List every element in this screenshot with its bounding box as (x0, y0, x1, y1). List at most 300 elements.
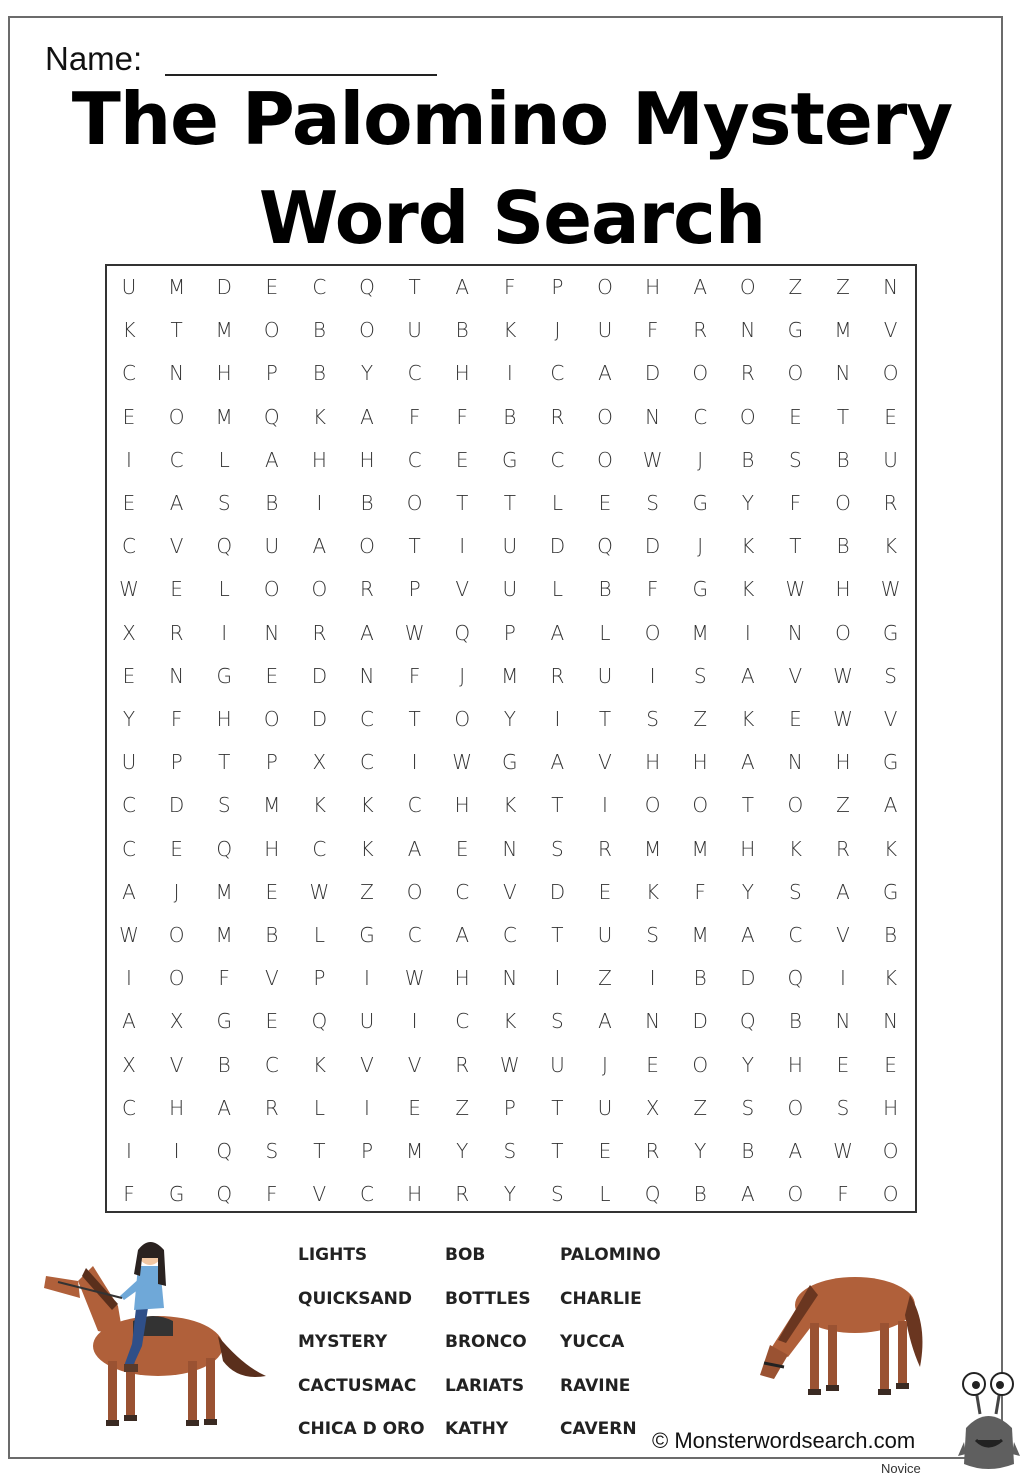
grid-letter[interactable]: C (788, 923, 803, 947)
grid-letter[interactable]: I (649, 663, 656, 688)
grid-letter[interactable]: R (312, 620, 327, 645)
grid-letter[interactable]: N (502, 836, 518, 861)
grid-letter[interactable]: E (265, 663, 279, 688)
grid-letter[interactable]: H (359, 447, 375, 472)
grid-letter[interactable]: C (122, 836, 136, 861)
grid-letter[interactable]: I (411, 750, 418, 775)
grid-letter[interactable]: O (835, 620, 851, 645)
grid-letter[interactable]: N (264, 620, 280, 645)
grid-letter[interactable]: E (598, 879, 612, 904)
grid-letter[interactable]: S (646, 707, 659, 731)
grid-letter[interactable]: D (549, 879, 566, 904)
grid-letter[interactable]: B (884, 923, 898, 947)
grid-letter[interactable]: C (312, 836, 327, 861)
grid-letter[interactable]: T (741, 793, 754, 818)
grid-letter[interactable]: B (788, 1009, 802, 1034)
grid-letter[interactable]: S (551, 1009, 564, 1034)
grid-letter[interactable]: R (550, 663, 565, 688)
grid-letter[interactable]: H (645, 275, 661, 299)
grid-letter[interactable]: O (263, 707, 280, 731)
grid-letter[interactable]: Q (597, 534, 613, 559)
grid-letter[interactable]: B (503, 404, 517, 429)
grid-letter[interactable]: T (503, 491, 516, 515)
grid-letter[interactable]: Y (741, 879, 754, 904)
grid-letter[interactable]: I (316, 491, 323, 515)
grid-letter[interactable]: A (264, 447, 279, 472)
grid-letter[interactable]: O (454, 707, 471, 731)
grid-letter[interactable]: J (697, 447, 704, 472)
grid-letter[interactable]: B (217, 1052, 231, 1077)
grid-letter[interactable]: O (882, 1139, 899, 1163)
grid-letter[interactable]: Q (263, 404, 280, 429)
grid-letter[interactable]: R (455, 1182, 470, 1207)
grid-letter[interactable]: W (833, 663, 853, 688)
grid-letter[interactable]: Z (360, 879, 374, 904)
grid-letter[interactable]: B (741, 447, 755, 472)
grid-letter[interactable]: A (122, 1009, 136, 1034)
grid-letter[interactable]: Y (741, 491, 754, 515)
grid-letter[interactable]: G (882, 620, 899, 645)
grid-letter[interactable]: O (882, 361, 899, 386)
grid-letter[interactable]: K (788, 836, 802, 861)
grid-letter[interactable]: H (454, 793, 470, 818)
grid-letter[interactable]: X (122, 1052, 136, 1077)
grid-letter[interactable]: W (119, 577, 139, 602)
grid-letter[interactable]: Q (644, 1182, 661, 1207)
grid-letter[interactable]: B (360, 491, 374, 515)
grid-letter[interactable]: I (411, 1009, 418, 1034)
grid-letter[interactable]: A (836, 879, 850, 904)
grid-letter[interactable]: Q (454, 620, 471, 645)
grid-letter[interactable]: J (459, 663, 466, 688)
grid-letter[interactable]: Z (836, 793, 850, 818)
grid-letter[interactable]: O (263, 318, 280, 343)
grid-letter[interactable]: N (787, 750, 803, 775)
grid-letter[interactable]: V (169, 1052, 184, 1077)
grid-letter[interactable]: G (359, 923, 375, 947)
grid-letter[interactable]: S (789, 447, 802, 472)
grid-letter[interactable]: H (311, 447, 327, 472)
grid-letter[interactable]: U (597, 318, 613, 343)
grid-letter[interactable]: I (221, 620, 228, 645)
grid-letter[interactable]: E (884, 1052, 897, 1077)
grid-letter[interactable]: K (503, 318, 517, 343)
grid-letter[interactable]: O (644, 620, 661, 645)
grid-letter[interactable]: E (884, 404, 897, 429)
grid-letter[interactable]: G (502, 447, 518, 472)
grid-letter[interactable]: H (645, 750, 661, 775)
grid-letter[interactable]: R (169, 620, 184, 645)
grid-letter[interactable]: K (360, 793, 374, 818)
grid-letter[interactable]: C (122, 534, 136, 559)
grid-letter[interactable]: W (880, 577, 901, 602)
grid-letter[interactable]: T (551, 793, 564, 818)
grid-letter[interactable]: K (741, 577, 755, 602)
grid-letter[interactable]: W (499, 1052, 520, 1077)
grid-letter[interactable]: R (264, 1095, 279, 1120)
grid-letter[interactable]: M (215, 879, 233, 904)
grid-letter[interactable]: O (787, 793, 804, 818)
grid-letter[interactable]: O (168, 923, 185, 947)
grid-letter[interactable]: C (407, 923, 422, 947)
name-field-line[interactable] (165, 74, 437, 76)
grid-letter[interactable]: R (360, 577, 374, 602)
grid-letter[interactable]: A (693, 275, 708, 299)
grid-letter[interactable]: O (787, 361, 804, 386)
grid-letter[interactable]: W (642, 447, 663, 472)
grid-letter[interactable]: H (454, 966, 470, 991)
grid-letter[interactable]: Z (693, 707, 708, 731)
grid-letter[interactable]: A (455, 275, 470, 299)
grid-letter[interactable]: U (264, 534, 280, 559)
grid-letter[interactable]: C (550, 447, 565, 472)
grid-letter[interactable]: N (502, 966, 518, 991)
grid-letter[interactable]: K (312, 1052, 326, 1077)
grid-letter[interactable]: X (169, 1009, 184, 1034)
grid-letter[interactable]: L (218, 577, 230, 602)
grid-letter[interactable]: U (121, 275, 137, 299)
grid-letter[interactable]: Y (503, 1182, 516, 1207)
grid-letter[interactable]: R (455, 1052, 470, 1077)
grid-letter[interactable]: K (741, 707, 755, 731)
grid-letter[interactable]: C (312, 275, 327, 299)
grid-letter[interactable]: M (643, 836, 662, 861)
grid-letter[interactable]: A (360, 404, 374, 429)
grid-letter[interactable]: E (455, 447, 469, 472)
grid-letter[interactable]: A (122, 879, 136, 904)
grid-letter[interactable]: P (360, 1139, 374, 1163)
grid-letter[interactable]: U (597, 923, 613, 947)
grid-letter[interactable]: R (550, 404, 565, 429)
grid-letter[interactable]: J (173, 879, 180, 904)
grid-letter[interactable]: Z (598, 966, 612, 991)
grid-letter[interactable]: O (168, 966, 185, 991)
grid-letter[interactable]: P (265, 361, 278, 386)
grid-letter[interactable]: F (266, 1182, 278, 1207)
grid-letter[interactable]: U (121, 750, 137, 775)
grid-letter[interactable]: E (122, 663, 136, 688)
grid-letter[interactable]: N (787, 620, 803, 645)
grid-letter[interactable]: R (598, 836, 612, 861)
grid-letter[interactable]: C (407, 361, 422, 386)
grid-letter[interactable]: E (408, 1095, 421, 1120)
grid-letter[interactable]: Y (694, 1139, 707, 1163)
grid-letter[interactable]: S (646, 923, 659, 947)
grid-letter[interactable]: O (882, 1182, 899, 1207)
grid-letter[interactable]: W (833, 707, 853, 731)
grid-letter[interactable]: L (599, 620, 611, 645)
grid-letter[interactable]: E (265, 275, 279, 299)
grid-letter[interactable]: F (170, 707, 183, 731)
grid-letter[interactable]: U (550, 1052, 565, 1077)
grid-letter[interactable]: E (789, 707, 802, 731)
grid-letter[interactable]: P (170, 750, 183, 775)
grid-letter[interactable]: O (168, 404, 185, 429)
grid-letter[interactable]: M (263, 793, 281, 818)
grid-letter[interactable]: M (691, 836, 709, 861)
grid-letter[interactable]: R (645, 1139, 660, 1163)
grid-letter[interactable]: U (359, 1009, 375, 1034)
grid-letter[interactable]: Z (836, 275, 850, 299)
grid-letter[interactable]: C (502, 923, 517, 947)
grid-letter[interactable]: M (834, 318, 852, 343)
grid-letter[interactable]: D (549, 534, 566, 559)
grid-letter[interactable]: O (644, 793, 661, 818)
grid-letter[interactable]: F (789, 491, 802, 515)
grid-letter[interactable]: C (407, 447, 422, 472)
grid-letter[interactable]: G (216, 663, 232, 688)
grid-letter[interactable]: K (503, 793, 517, 818)
grid-letter[interactable]: E (122, 491, 136, 515)
grid-letter[interactable]: B (265, 491, 279, 515)
grid-letter[interactable]: K (503, 1009, 517, 1034)
grid-letter[interactable]: J (554, 318, 561, 343)
grid-letter[interactable]: A (169, 491, 184, 515)
grid-letter[interactable]: N (359, 663, 375, 688)
grid-letter[interactable]: F (218, 966, 230, 991)
grid-letter[interactable]: A (598, 1009, 612, 1034)
grid-letter[interactable]: L (313, 923, 325, 947)
grid-letter[interactable]: C (122, 361, 136, 386)
grid-letter[interactable]: I (506, 361, 513, 386)
grid-letter[interactable]: I (364, 966, 370, 991)
grid-letter[interactable]: V (169, 534, 184, 559)
grid-letter[interactable]: W (452, 750, 473, 775)
grid-letter[interactable]: D (692, 1009, 708, 1034)
grid-letter[interactable]: S (741, 1095, 755, 1120)
grid-letter[interactable]: U (883, 447, 898, 472)
grid-letter[interactable]: U (407, 318, 422, 343)
grid-letter[interactable]: O (692, 1052, 709, 1077)
grid-letter[interactable]: S (551, 836, 564, 861)
grid-letter[interactable]: W (785, 577, 806, 602)
grid-letter[interactable]: W (404, 620, 425, 645)
grid-letter[interactable]: R (836, 836, 850, 861)
grid-letter[interactable]: U (597, 663, 613, 688)
grid-letter[interactable]: O (787, 1182, 804, 1207)
grid-letter[interactable]: Z (455, 1095, 470, 1120)
grid-letter[interactable]: E (598, 1139, 612, 1163)
grid-letter[interactable]: Y (360, 361, 374, 386)
grid-letter[interactable]: C (550, 361, 565, 386)
grid-letter[interactable]: K (312, 793, 326, 818)
grid-letter[interactable]: N (645, 1009, 661, 1034)
grid-letter[interactable]: E (265, 1009, 279, 1034)
grid-letter[interactable]: H (883, 1095, 899, 1120)
grid-letter[interactable]: G (882, 750, 899, 775)
grid-letter[interactable]: D (644, 534, 661, 559)
grid-letter[interactable]: H (216, 361, 232, 386)
grid-letter[interactable]: N (645, 404, 661, 429)
grid-letter[interactable]: K (741, 534, 755, 559)
grid-letter[interactable]: I (602, 793, 608, 818)
grid-letter[interactable]: X (312, 750, 327, 775)
grid-letter[interactable]: O (835, 491, 851, 515)
grid-letter[interactable]: T (408, 534, 421, 559)
grid-letter[interactable]: V (836, 923, 850, 947)
grid-letter[interactable]: L (551, 577, 563, 602)
grid-letter[interactable]: L (599, 1182, 611, 1207)
grid-letter[interactable]: T (789, 534, 802, 559)
grid-letter[interactable]: P (265, 750, 278, 775)
grid-letter[interactable]: E (170, 577, 183, 602)
grid-letter[interactable]: C (360, 707, 374, 731)
grid-letter[interactable]: E (265, 879, 279, 904)
grid-letter[interactable]: B (312, 361, 326, 386)
grid-letter[interactable]: C (455, 1009, 470, 1034)
grid-letter[interactable]: S (217, 491, 231, 515)
grid-letter[interactable]: M (215, 318, 233, 343)
grid-letter[interactable]: E (789, 404, 802, 429)
grid-letter[interactable]: B (312, 318, 326, 343)
grid-letter[interactable]: B (598, 577, 612, 602)
grid-letter[interactable]: F (408, 663, 421, 688)
grid-letter[interactable]: Q (359, 275, 375, 299)
grid-letter[interactable]: I (649, 966, 656, 991)
grid-letter[interactable]: H (264, 836, 280, 861)
grid-letter[interactable]: T (836, 404, 850, 429)
grid-letter[interactable]: P (503, 1095, 516, 1120)
grid-letter[interactable]: V (598, 750, 612, 775)
grid-letter[interactable]: G (216, 1009, 232, 1034)
grid-letter[interactable]: T (551, 1139, 564, 1163)
grid-letter[interactable]: M (501, 663, 519, 688)
grid-letter[interactable]: V (312, 1182, 327, 1207)
grid-letter[interactable]: F (504, 275, 516, 299)
grid-letter[interactable]: K (122, 318, 136, 343)
grid-letter[interactable]: N (835, 1009, 851, 1034)
grid-letter[interactable]: H (216, 707, 232, 731)
grid-letter[interactable]: K (360, 836, 374, 861)
grid-letter[interactable]: Q (216, 534, 233, 559)
grid-letter[interactable]: A (550, 750, 565, 775)
grid-letter[interactable]: T (551, 923, 564, 947)
grid-letter[interactable]: G (502, 750, 518, 775)
grid-letter[interactable]: O (263, 577, 280, 602)
grid-letter[interactable]: U (502, 577, 518, 602)
grid-letter[interactable]: F (408, 404, 421, 429)
grid-letter[interactable]: R (693, 318, 708, 343)
grid-letter[interactable]: C (264, 1052, 279, 1077)
grid-letter[interactable]: O (739, 275, 756, 299)
grid-letter[interactable]: H (835, 750, 851, 775)
grid-letter[interactable]: X (122, 620, 136, 645)
grid-letter[interactable]: F (123, 1182, 135, 1207)
grid-letter[interactable]: C (693, 404, 708, 429)
grid-letter[interactable]: F (456, 404, 468, 429)
grid-letter[interactable]: R (883, 491, 898, 515)
grid-letter[interactable]: O (406, 879, 423, 904)
grid-letter[interactable]: P (408, 577, 421, 602)
grid-letter[interactable]: L (218, 447, 230, 472)
grid-letter[interactable]: Y (741, 1052, 754, 1077)
grid-letter[interactable]: S (551, 1182, 564, 1207)
grid-letter[interactable]: K (312, 404, 326, 429)
grid-letter[interactable]: W (833, 1139, 853, 1163)
grid-letter[interactable]: C (455, 879, 470, 904)
grid-letter[interactable]: S (884, 663, 897, 688)
grid-letter[interactable]: I (554, 966, 561, 991)
grid-letter[interactable]: R (740, 361, 755, 386)
grid-letter[interactable]: H (692, 750, 708, 775)
grid-letter[interactable]: A (740, 663, 755, 688)
grid-letter[interactable]: Y (503, 707, 516, 731)
grid-letter[interactable]: A (455, 923, 470, 947)
grid-letter[interactable]: G (882, 879, 899, 904)
grid-letter[interactable]: C (360, 750, 374, 775)
grid-letter[interactable]: B (836, 534, 850, 559)
grid-letter[interactable]: T (408, 707, 421, 731)
grid-letter[interactable]: B (455, 318, 469, 343)
grid-letter[interactable]: A (550, 620, 565, 645)
grid-letter[interactable]: A (740, 923, 755, 947)
grid-letter[interactable]: H (835, 577, 851, 602)
grid-letter[interactable]: Y (456, 1139, 469, 1163)
grid-letter[interactable]: T (598, 707, 612, 731)
grid-letter[interactable]: S (646, 491, 659, 515)
grid-letter[interactable]: E (170, 836, 183, 861)
grid-letter[interactable]: I (744, 620, 751, 645)
grid-letter[interactable]: J (697, 534, 704, 559)
grid-letter[interactable]: J (602, 1052, 608, 1077)
grid-letter[interactable]: I (459, 534, 466, 559)
grid-letter[interactable]: D (216, 275, 232, 299)
grid-letter[interactable]: H (454, 361, 470, 386)
grid-letter[interactable]: M (691, 923, 709, 947)
grid-letter[interactable]: H (407, 1182, 423, 1207)
grid-letter[interactable]: V (455, 577, 470, 602)
grid-letter[interactable]: E (122, 404, 136, 429)
grid-letter[interactable]: O (359, 534, 375, 559)
grid-letter[interactable]: Q (787, 966, 804, 991)
grid-letter[interactable]: S (217, 793, 231, 818)
grid-letter[interactable]: A (740, 1182, 755, 1207)
grid-letter[interactable]: O (597, 404, 613, 429)
grid-letter[interactable]: G (787, 318, 804, 343)
grid-letter[interactable]: C (360, 1182, 374, 1207)
grid-letter[interactable]: N (883, 1009, 899, 1034)
grid-letter[interactable]: K (884, 966, 898, 991)
grid-letter[interactable]: S (836, 1095, 850, 1120)
grid-letter[interactable]: O (787, 1095, 804, 1120)
grid-letter[interactable]: A (883, 793, 898, 818)
grid-letter[interactable]: N (169, 663, 185, 688)
grid-letter[interactable]: G (692, 491, 708, 515)
grid-letter[interactable]: V (502, 879, 517, 904)
grid-letter[interactable]: H (169, 1095, 185, 1120)
grid-letter[interactable]: A (740, 750, 755, 775)
grid-letter[interactable]: M (691, 620, 709, 645)
grid-letter[interactable]: N (740, 318, 756, 343)
grid-letter[interactable]: F (694, 879, 706, 904)
grid-letter[interactable]: F (646, 577, 659, 602)
grid-letter[interactable]: Q (216, 1139, 233, 1163)
grid-letter[interactable]: P (503, 620, 516, 645)
word-search-grid[interactable] (105, 264, 917, 1213)
grid-letter[interactable]: A (360, 620, 374, 645)
grid-letter[interactable]: V (883, 318, 898, 343)
grid-letter[interactable]: H (740, 836, 756, 861)
grid-letter[interactable]: D (740, 966, 756, 991)
grid-letter[interactable]: V (360, 1052, 374, 1077)
grid-letter[interactable]: O (311, 577, 328, 602)
grid-letter[interactable]: A (598, 361, 612, 386)
grid-letter[interactable]: S (693, 663, 707, 688)
grid-letter[interactable]: E (836, 1052, 850, 1077)
grid-letter[interactable]: S (789, 879, 802, 904)
grid-letter[interactable]: V (407, 1052, 422, 1077)
grid-letter[interactable]: T (551, 1095, 564, 1120)
